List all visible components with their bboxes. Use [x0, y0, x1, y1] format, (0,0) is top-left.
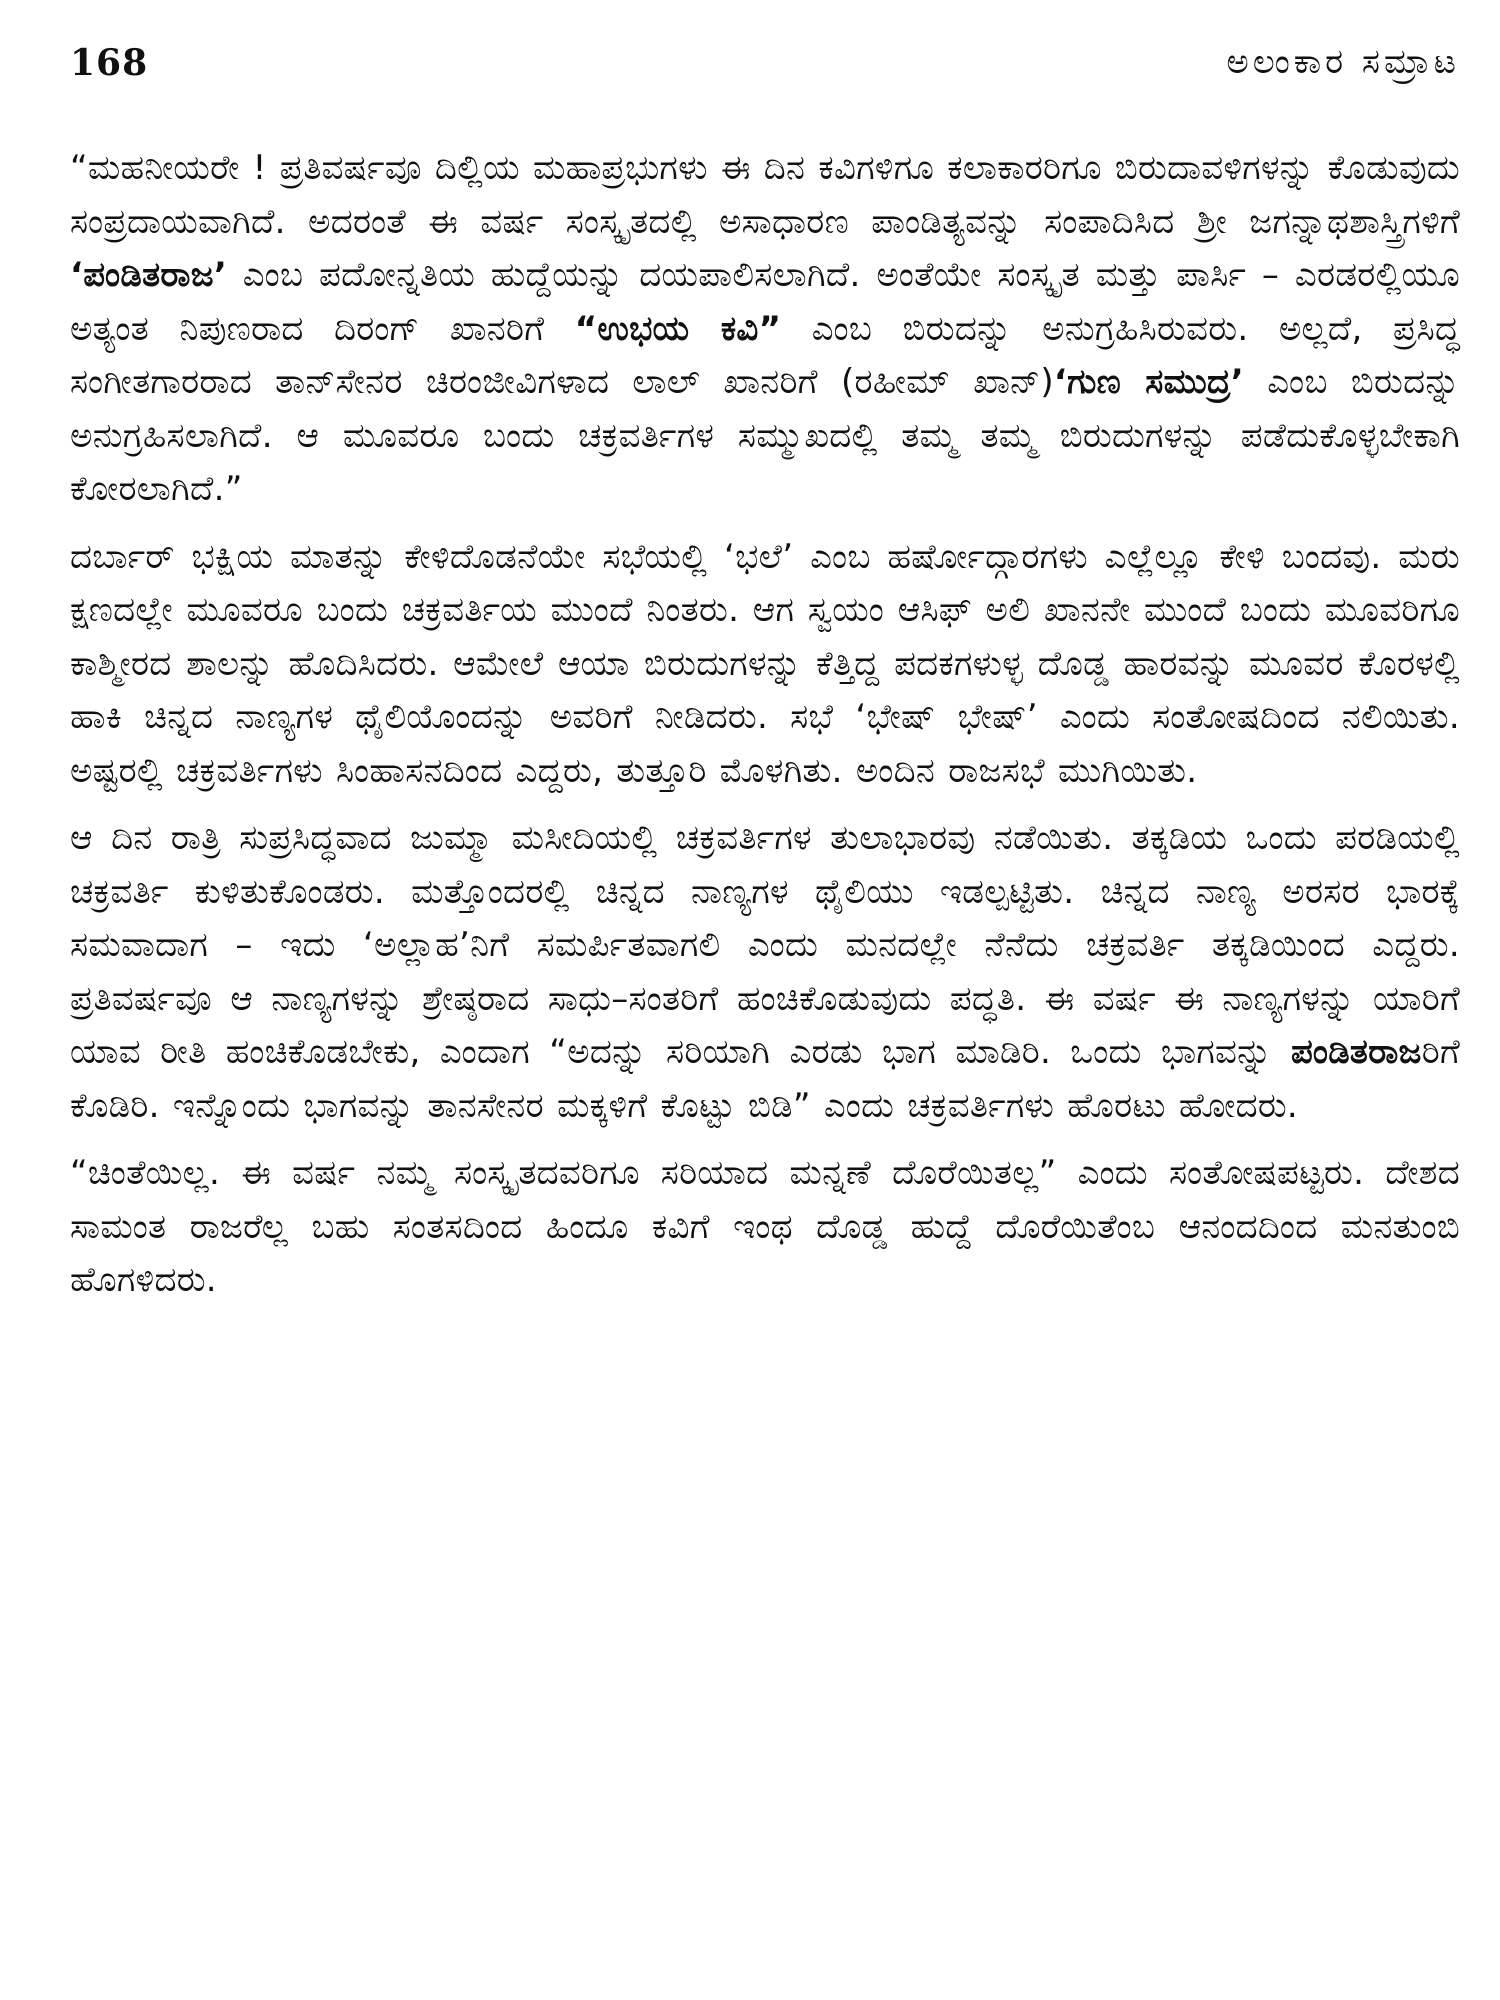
title-panditaraja: ‘ಪಂಡಿತರಾಜ’ — [70, 255, 228, 295]
paragraph-announcement — [70, 142, 1460, 517]
name-panditaraja: ಪಂಡಿತರಾಜ — [1291, 1032, 1422, 1072]
book-page — [70, 0, 1460, 2000]
paragraph-text: ಆ ದಿನ ರಾತ್ರಿ ಸುಪ್ರಸಿದ್ಧವಾದ ಜುಮ್ಮಾ ಮಸೀದಿಯಲ್ಲಿ ಚಕ್ರವರ್ತಿಗಳ ತುಲಾಭಾರವು ನಡೆಯಿತು. ತಕ್ಕಡಿಯ ಒಂದು ಪರಡಿಯಲ್ಲಿ ಚಕ್ರವರ್ತಿ ಕುಳಿತುಕೊಂಡರು. ಮತ್ತೊಂದರಲ್ಲಿ ಚಿನ್ನದ ನಾಣ್ಯಗಳ ಥೈಲಿಯು ಇಡಲ್ಪಟ್ಟಿತು. ಚಿನ್ನದ ನಾಣ್ಯ ಅರಸರ ಭಾರಕ್ಕೆ ಸಮವಾದಾಗ – ಇದು ‘ಅಲ್ಲಾಹ’ನಿಗೆ ಸಮರ್ಪಿತವಾಗಲಿ ಎಂದು ಮನದಲ್ಲೇ ನೆನೆದು ಚಕ್ರವರ್ತಿ ತಕ್ಕಡಿಯಿಂದ ಎದ್ದರು. ಪ್ರತಿವರ್ಷವೂ ಆ ನಾಣ್ಯಗಳನ್ನು ಶ್ರೇಷ್ಠರಾದ ಸಾಧು–ಸಂತರಿಗೆ ಹಂಚಿಕೊಡುವುದು ಪದ್ಧತಿ. ಈ ವರ್ಷ ಈ ನಾಣ್ಯಗಳನ್ನು ಯಾರಿಗೆ ಯಾವ ರೀತಿ ಹಂಚಿಕೊಡಬೇಕು, ಎಂದಾಗ “ಅದನ್ನು ಸರಿಯಾಗಿ ಎರಡು ಭಾಗ ಮಾಡಿರಿ. ಒಂದು ಭಾಗವನ್ನು — [70, 818, 1460, 1072]
page-number: 168 — [70, 42, 149, 84]
paragraph-text: ಎಂಬ ಬಿರುದನ್ನು ಅನುಗ್ರಹಿಸಲಾಗಿದೆ. ಆ ಮೂವರೂ ಬಂದು ಚಕ್ರವರ್ತಿಗಳ ಸಮ್ಮುಖದಲ್ಲಿ ತಮ್ಮ ತಮ್ಮ ಬಿರುದುಗಳನ್ನು ಪಡೆದುಕೊಳ್ಳಬೇಕಾಗಿ ಕೋರಲಾಗಿದೆ.” — [70, 362, 1460, 509]
title-ubhaya-kavi: “ಉಭಯ ಕವಿ” — [574, 308, 782, 349]
paragraph-text: ಎಂಬ ಪದೋನ್ನತಿಯ ಹುದ್ದೆಯನ್ನು ದಯಪಾಲಿಸಲಾಗಿದೆ. ಅಂತೆಯೇ ಸಂಸ್ಕೃತ ಮತ್ತು ಪಾರ್ಸಿ – ಎರಡರಲ್ಲಿಯೂ ಅತ್ಯಂತ ನಿಪುಣರಾದ ದಿರಂಗ್ ಖಾನರಿಗೆ — [70, 255, 1460, 349]
paragraph-text: ಎಂಬ ಬಿರುದನ್ನು ಅನುಗ್ರಹಿಸಿರುವರು. ಅಲ್ಲದೆ, ಪ್ರಸಿದ್ಧ ಸಂಗೀತಗಾರರಾದ ತಾನ್‌ಸೇನರ ಚಿರಂಜೀವಿಗಳಾದ ಲಾಲ್ ಖಾನರಿಗೆ (ರಹೀಮ್ ಖಾನ್) — [70, 308, 1460, 402]
running-title: ಅಲಂಕಾರ ಸಮ್ರಾಟ — [1226, 42, 1460, 82]
paragraph-text: “ಮಹನೀಯರೇ ! ಪ್ರತಿವರ್ಷವೂ ದಿಲ್ಲಿಯ ಮಹಾಪ್ರಭುಗಳು ಈ ದಿನ ಕವಿಗಳಿಗೂ ಕಲಾಕಾರರಿಗೂ ಬಿರುದಾವಳಿಗಳನ್ನು ಕೊಡುವುದು ಸಂಪ್ರದಾಯವಾಗಿದೆ. ಅದರಂತೆ ಈ ವರ್ಷ ಸಂಸ್ಕೃತದಲ್ಲಿ ಅಸಾಧಾರಣ ಪಾಂಡಿತ್ಯವನ್ನು ಸಂಪಾದಿಸಿದ ಶ್ರೀ ಜಗನ್ನಾಥಶಾಸ್ತ್ರಿಗಳಿಗೆ — [70, 148, 1460, 242]
paragraph-tulabhara — [70, 812, 1460, 1133]
body-text — [70, 142, 1460, 1322]
page-header — [70, 42, 1460, 98]
paragraph-text: ರಿಗೆ ಕೊಡಿರಿ. ಇನ್ನೊಂದು ಭಾಗವನ್ನು ತಾನಸೇನರ ಮಕ್ಕಳಿಗೆ ಕೊಟ್ಟು ಬಿಡಿ” ಎಂದು ಚಕ್ರವರ್ತಿಗಳು ಹೊರಟು ಹೋದರು. — [70, 1032, 1460, 1126]
paragraph-darbar: ದರ್ಬಾರ್ ಭಕ್ಷಿಯ ಮಾತನ್ನು ಕೇಳಿದೊಡನೆಯೇ ಸಭೆಯಲ್ಲಿ ‘ಭಲೆ’ ಎಂಬ ಹರ್ಷೋದ್ಗಾರಗಳು ಎಲ್ಲೆಲ್ಲೂ ಕೇಳಿ ಬಂದವು. ಮರು ಕ್ಷಣದಲ್ಲೇ ಮೂವರೂ ಬಂದು ಚಕ್ರವರ್ತಿಯ ಮುಂದೆ ನಿಂತರು. ಆಗ ಸ್ವಯಂ ಆಸಿಫ್ ಅಲಿ ಖಾನನೇ ಮುಂದೆ ಬಂದು ಮೂವರಿಗೂ ಕಾಶ್ಮೀರದ ಶಾಲನ್ನು ಹೊದಿಸಿದರು. ಆಮೇಲೆ ಆಯಾ ಬಿರುದುಗಳನ್ನು ಕೆತ್ತಿದ್ದ ಪದಕಗಳುಳ್ಳ ದೊಡ್ಡ ಹಾರವನ್ನು ಮೂವರ ಕೊರಳಲ್ಲಿ ಹಾಕಿ ಚಿನ್ನದ ನಾಣ್ಯಗಳ ಥೈಲಿಯೊಂದನ್ನು ಅವರಿಗೆ ನೀಡಿದರು. ಸಭೆ ‘ಭೇಷ್ ಭೇಷ್’ ಎಂದು ಸಂತೋಷದಿಂದ ನಲಿಯಿತು. ಅಷ್ಟರಲ್ಲಿ ಚಕ್ರವರ್ತಿಗಳು ಸಿಂಹಾಸನದಿಂದ ಎದ್ದರು, ತುತ್ತೂರಿ ಮೊಳಗಿತು. ಅಂದಿನ ರಾಜಸಭೆ ಮುಗಿಯಿತು. — [70, 536, 1460, 791]
paragraph-conclusion: “ಚಿಂತೆಯಿಲ್ಲ. ಈ ವರ್ಷ ನಮ್ಮ ಸಂಸ್ಕೃತದವರಿಗೂ ಸರಿಯಾದ ಮನ್ನಣೆ ದೊರೆಯಿತಲ್ಲ” ಎಂದು ಸಂತೋಷಪಟ್ಟರು. ದೇಶದ ಸಾಮಂತ ರಾಜರೆಲ್ಲ ಬಹು ಸಂತಸದಿಂದ ಹಿಂದೂ ಕವಿಗೆ ಇಂಥ ದೊಡ್ಡ ಹುದ್ದೆ ದೊರೆಯಿತೆಂಬ ಆನಂದದಿಂದ ಮನತುಂಬಿ ಹೊಗಳಿದರು. — [70, 1153, 1460, 1300]
title-guna-samudra: ‘ಗುಣ ಸಮುದ್ರ’ — [1053, 362, 1245, 402]
